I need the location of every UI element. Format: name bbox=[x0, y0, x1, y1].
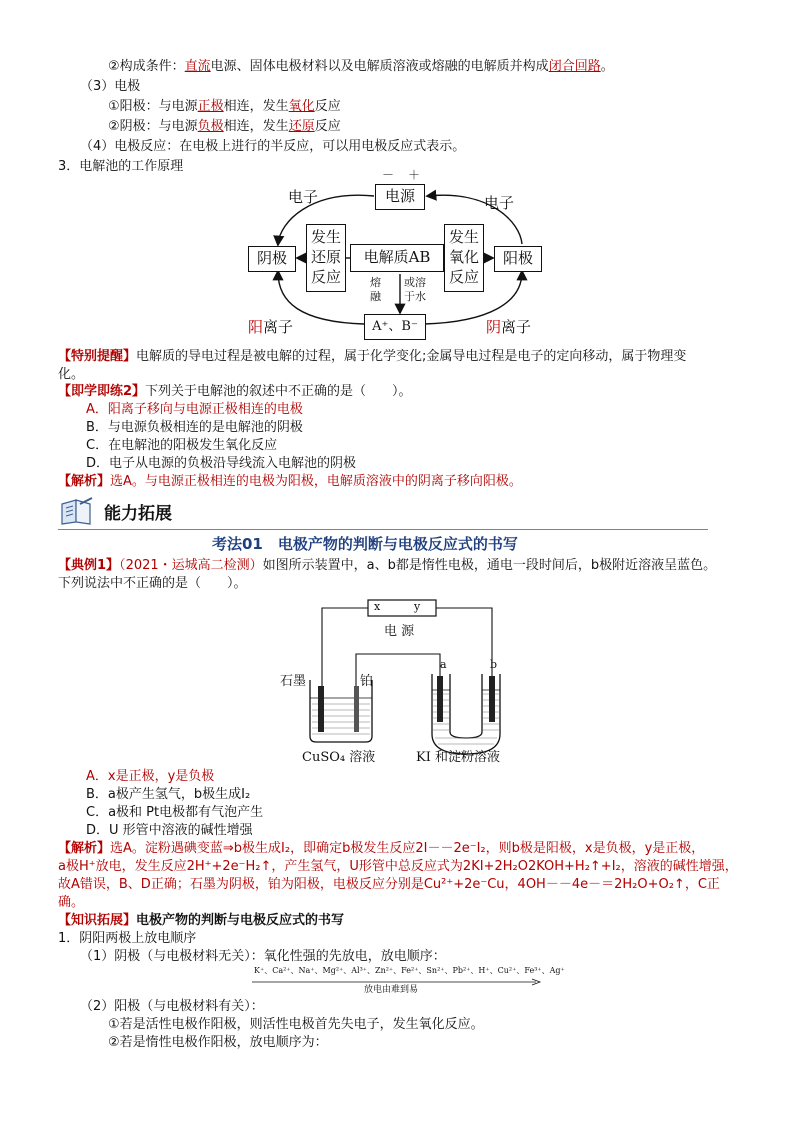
ions-box: A⁺、B⁻ bbox=[364, 314, 426, 340]
power-source-box: 电源 bbox=[375, 184, 425, 210]
terminal-x: x bbox=[374, 600, 381, 613]
example-stem bbox=[58, 557, 716, 575]
example-answer-line1 bbox=[58, 840, 704, 858]
condition-line bbox=[108, 58, 614, 76]
text: 融 bbox=[370, 290, 381, 303]
source-open: （ bbox=[119, 558, 126, 573]
practice-answer bbox=[58, 473, 522, 491]
platinum-label: 铂 bbox=[360, 674, 374, 689]
discharge-order-heading: 1．阴阳两极上放电顺序 bbox=[58, 931, 197, 946]
power-source-label: 电 源 bbox=[384, 624, 415, 639]
text: 选A。淀粉遇碘变蓝⇒b极生成I₂，即确定b极发生反应2I－－2e⁻I₂，则b极是阳极，x是负极，y是正极， bbox=[110, 841, 705, 856]
example-option-a: A．x是正极，y是负极 bbox=[86, 769, 215, 784]
working-principle-heading: 3．电解池的工作原理 bbox=[58, 159, 184, 174]
text: 氧化 bbox=[448, 248, 479, 266]
practice-question bbox=[58, 383, 412, 401]
electrode-reaction-line: （4）电极反应：在电极上进行的半反应，可以用电极反应式表示。 bbox=[80, 139, 466, 154]
text: 电极产物的判断与电极反应式的书写 bbox=[136, 913, 345, 928]
tip-tag: 【特别提醒】 bbox=[58, 349, 137, 364]
inert-electrode-line: ②若是惰性电极作阳极，放电顺序为： bbox=[108, 1035, 328, 1050]
reduction-box bbox=[306, 224, 346, 292]
special-tip bbox=[58, 348, 686, 366]
anode-box: 阳极 bbox=[494, 246, 542, 272]
option-b: B．与电源负极相连的是电解池的阴极 bbox=[86, 420, 303, 435]
section-divider bbox=[58, 529, 708, 530]
blank-answer: 正极 bbox=[197, 99, 224, 114]
section-subtitle: 考法01 电极产物的判断与电极反应式的书写 bbox=[212, 535, 518, 553]
cation-order-list: K⁺、Ca²⁺、Na⁺、Mg²⁺、Al³⁺、Zn²⁺、Fe²⁺、Sn²⁺、Pb²⁺、H⁺、Cu²⁺、Fe³⁺、Ag⁺ bbox=[254, 966, 565, 975]
text: 熔 bbox=[370, 276, 381, 289]
knowledge-heading bbox=[58, 912, 344, 930]
text: 相连，发生 bbox=[223, 119, 289, 134]
minus-sign: － bbox=[382, 168, 395, 182]
text: 或溶 bbox=[404, 276, 426, 289]
source-close: ） bbox=[249, 558, 263, 573]
electron-label-right: 电子 bbox=[484, 194, 515, 212]
blank-answer: 氧化 bbox=[288, 99, 315, 114]
anode-order-line: （2）阳极（与电极材料有关）： bbox=[80, 999, 264, 1014]
electrode-a-label: a bbox=[440, 658, 447, 671]
text: 发生 bbox=[310, 228, 341, 246]
section-icon bbox=[58, 496, 96, 526]
electrode-heading: （3）电极 bbox=[80, 79, 141, 94]
answer-tag: 【解析】 bbox=[58, 841, 111, 856]
text: 阴 bbox=[486, 318, 502, 336]
cathode-order-line: （1）阴极（与电极材料无关）：氧化性强的先放电，放电顺序： bbox=[80, 949, 446, 964]
text: 离子 bbox=[263, 318, 294, 336]
example-option-d: D．U 形管中溶液的碱性增强 bbox=[86, 823, 253, 838]
example-source: 2021・运城高二检测 bbox=[125, 558, 250, 573]
example-option-c: C．a极和 Pt电极都有气泡产生 bbox=[86, 805, 264, 820]
dissolve-label bbox=[404, 276, 426, 304]
section-title: 能力拓展 bbox=[104, 504, 172, 524]
text: 相连，发生 bbox=[223, 99, 289, 114]
example-answer-line4: 确。 bbox=[58, 895, 85, 910]
text: 电源、固体电极材料以及电解质溶液或熔融的电解质并构成 bbox=[210, 59, 549, 74]
example-stem2: 下列说法中不正确的是（ ）。 bbox=[58, 576, 247, 591]
answer-tag: 【解析】 bbox=[58, 474, 111, 489]
blank-answer: 还原 bbox=[288, 119, 315, 134]
apparatus-diagram bbox=[280, 594, 520, 764]
text: 反应 bbox=[314, 119, 341, 134]
cathode-line bbox=[108, 118, 341, 136]
example-option-b: B．a极产生氢气，b极生成I₂ bbox=[86, 787, 251, 802]
example-answer-line3: 故A错误，B、D正确；石墨为阴极，铂为阳极，电极反应分别是Cu²⁺+2e⁻Cu，4OH－－4e－＝2H₂O+O₂↑，C正 bbox=[58, 877, 720, 892]
electrolysis-diagram bbox=[240, 168, 560, 347]
text: 反应 bbox=[310, 268, 341, 286]
oxidation-box bbox=[444, 224, 484, 292]
cathode-box: 阴极 bbox=[248, 246, 296, 272]
anion-label bbox=[486, 316, 531, 337]
text: 阳 bbox=[248, 318, 264, 336]
text: ②构成条件： bbox=[108, 59, 185, 74]
text: ②阴极：与电源 bbox=[108, 119, 198, 134]
electrode-b-label: b bbox=[490, 658, 498, 671]
blank-answer: 负极 bbox=[197, 119, 224, 134]
book-icon bbox=[58, 496, 96, 526]
text: 选A。与电源正极相连的电极为阳极，电解质溶液中的阴离子移向阳极。 bbox=[110, 474, 522, 489]
plus-sign: ＋ bbox=[408, 168, 421, 182]
example-answer-line2: a极H⁺放电，发生反应2H⁺+2e⁻H₂↑，产生氢气，U形管中总反应式为2KI+2H₂O2KOH+H₂↑+I₂，溶液的碱性增强， bbox=[58, 859, 738, 874]
anode-line bbox=[108, 98, 341, 116]
special-tip-cont: 化。 bbox=[58, 367, 85, 382]
text: 下列关于电解池的叙述中不正确的是（ ）。 bbox=[145, 384, 412, 399]
knowledge-tag: 【知识拓展】 bbox=[58, 913, 137, 928]
text: 于水 bbox=[404, 290, 426, 303]
option-c: C．在电解池的阳极发生氧化反应 bbox=[86, 438, 278, 453]
text: ①阳极：与电源 bbox=[108, 99, 198, 114]
text: 如图所示装置中，a、b都是惰性电极，通电一段时间后，b极附近溶液呈蓝色。 bbox=[262, 558, 717, 573]
practice-tag: 【即学即练2】 bbox=[58, 384, 146, 399]
graphite-label: 石墨 bbox=[280, 674, 307, 689]
terminal-y: y bbox=[414, 600, 421, 613]
text: 。 bbox=[600, 59, 614, 74]
text: 发生 bbox=[448, 228, 479, 246]
electrolyte-box: 电解质AB bbox=[350, 244, 444, 272]
active-electrode-line: ①若是活性电极作阳极，则活性电极首先失电子，发生氧化反应。 bbox=[108, 1017, 484, 1032]
cuso4-solution-label: CuSO₄ 溶液 bbox=[302, 750, 376, 765]
melt-label bbox=[370, 276, 381, 304]
text: 还原 bbox=[310, 248, 341, 266]
example-tag: 【典例1】 bbox=[58, 558, 120, 573]
text: 反应 bbox=[448, 268, 479, 286]
electron-label-left: 电子 bbox=[288, 188, 319, 206]
text: 反应 bbox=[314, 99, 341, 114]
option-a: A．阳离子移向与电源正极相连的电极 bbox=[86, 402, 303, 417]
cation-label bbox=[248, 316, 293, 337]
blank-answer: 直流 bbox=[184, 59, 211, 74]
text: 电解质的导电过程是被电解的过程，属于化学变化;金属导电过程是电子的定向移动，属于物理变 bbox=[136, 349, 687, 364]
option-d: D．电子从电源的负极沿导线流入电解池的阴极 bbox=[86, 456, 357, 471]
ki-solution-label: KI 和淀粉溶液 bbox=[416, 750, 500, 765]
order-caption: 放电由难到易 bbox=[364, 985, 419, 995]
blank-answer: 闭合回路 bbox=[548, 59, 601, 74]
text: 离子 bbox=[501, 318, 532, 336]
